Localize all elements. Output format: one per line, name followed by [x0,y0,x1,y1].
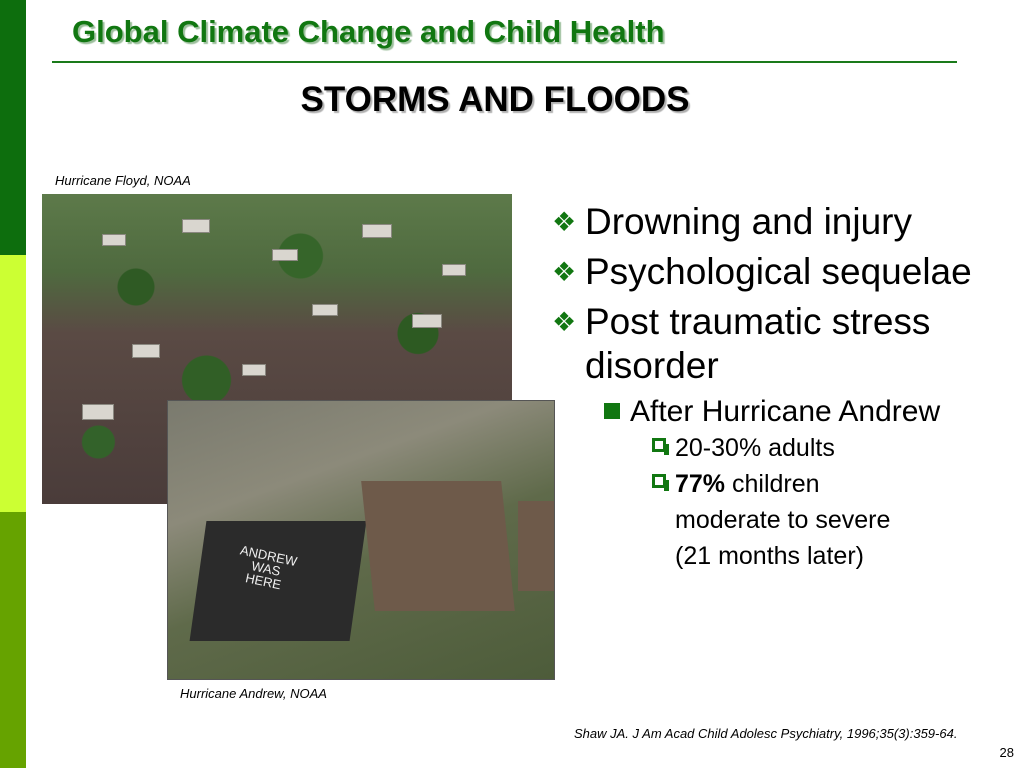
square-bullet-icon [604,403,620,419]
bullet-item [552,300,992,388]
slide-title [0,80,1000,120]
hollow-square-bullet-icon [652,474,666,488]
citation: Shaw JA. J Am Acad Child Adolesc Psychiatry, 1996;35(3):359-64. [574,726,958,741]
bullet-text: Drowning and injury [585,201,913,242]
sub-sub-bullet-continuation: (21 months later) [675,542,864,570]
diamond-bullet-icon: ❖ [552,257,577,287]
bullet-text: Post traumatic stress disorder [585,301,931,386]
statistic-value: 77% [675,470,726,498]
bullet-list [552,200,992,574]
accent-bar-top [0,0,26,255]
diamond-bullet-icon: ❖ [552,307,577,337]
sub-bullet-item [552,394,992,430]
slide-title-text: STORMS AND FLOODS [300,80,690,119]
accent-bar-bottom [0,512,26,768]
slide-number: 28 [999,745,1014,760]
accent-bar-middle [0,255,26,512]
sub-sub-bullet-continuation: moderate to severe [675,506,891,534]
bullet-item [552,250,992,294]
sub-sub-bullet-text: 20-30% adults [675,434,835,462]
sub-sub-bullet-item [552,466,992,574]
floyd-photo-caption: Hurricane Floyd, NOAA [55,173,191,188]
header-divider [52,61,957,63]
bullet-text: Psychological sequelae [585,251,972,292]
hurricane-andrew-photo [167,400,555,680]
sub-sub-bullet-item [552,430,992,466]
sub-bullet-text: After Hurricane Andrew [630,395,941,428]
andrew-roof-text: ANDREW WAS HERE [238,542,299,593]
sub-sub-bullet-text: children [725,470,820,498]
andrew-photo-caption: Hurricane Andrew, NOAA [180,686,327,701]
bullet-item [552,200,992,244]
hollow-square-bullet-icon [652,438,666,452]
diamond-bullet-icon: ❖ [552,207,577,237]
header-title: Global Climate Change and Child Health [72,14,665,49]
